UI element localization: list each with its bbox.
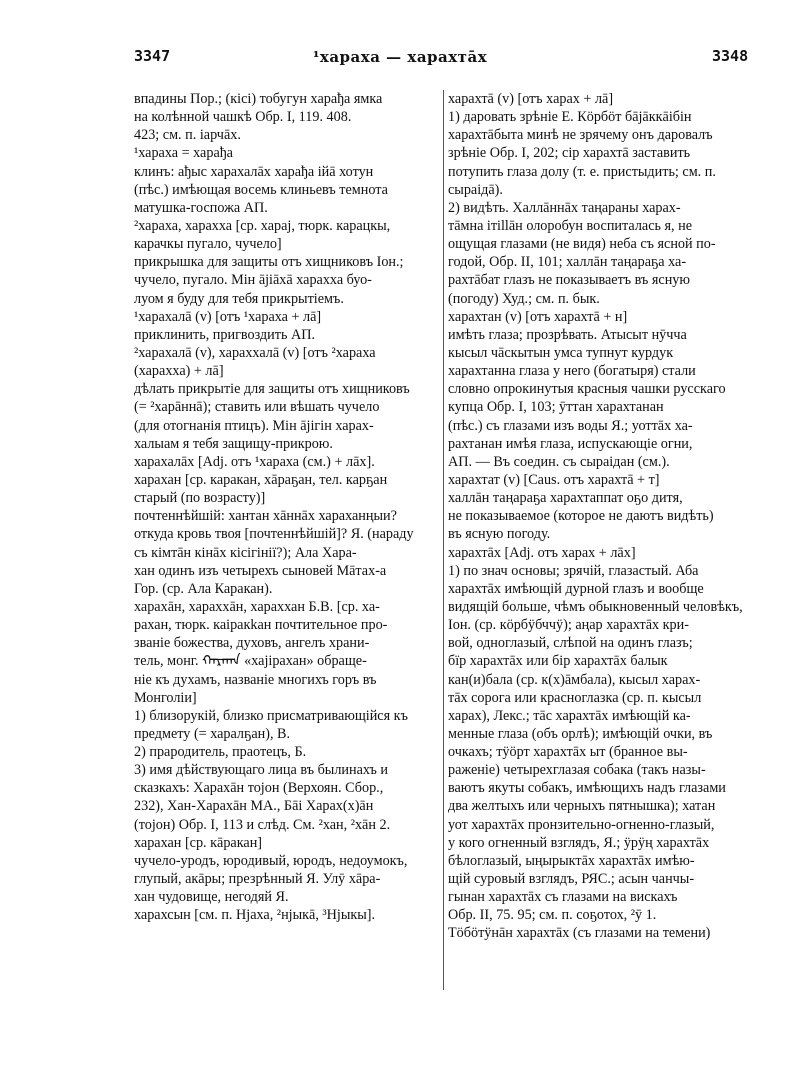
left-column-line: на колѣнной чашкѣ Обр. I, 119. 408. <box>134 109 352 126</box>
left-column-line: 423; см. п. іарчāх. <box>134 127 241 144</box>
left-column-line: предмету (= харалҕан), В. <box>134 725 291 742</box>
right-column-line: годой, Обр. II, 101; халлāн таңараҕа ха- <box>448 254 687 271</box>
left-column-line: почтеннѣйшій: хантан хāннāх хараханңыи? <box>134 508 397 525</box>
left-column-line: 3) имя дѣйствующаго лица въ былинахъ и <box>134 762 388 779</box>
left-column-line: сказкахъ: Харахāн тојон (Верхоян. Сбор., <box>134 780 384 797</box>
left-column-line: прикрышка для защиты отъ хищниковъ Іон.; <box>134 254 404 271</box>
left-column-line: глупый, акāры; презрѣнный Я. Улӯ хāра- <box>134 871 381 888</box>
left-column-line: (пѣс.) имѣющая восемь клиньевъ темнота <box>134 181 388 198</box>
right-column-line: уот харахтāх пронзительно-огненно-глазый, <box>448 816 715 833</box>
right-column-line: АП. — Въ соедин. съ сыраідан (см.). <box>448 453 670 470</box>
right-column-line: рахтāбат глазъ не показываетъ въ ясную <box>448 272 691 289</box>
left-column-line: харахан [ср. каракан, хāраҕан, тел. карҕан <box>134 471 388 488</box>
right-column-line: рахтанан имѣя глаза, испускающіе огни, <box>448 435 693 452</box>
left-column-line: харахāн, хараххāн, хараххан Б.В. [ср. ха- <box>134 598 380 615</box>
left-column-line: Гор. (ср. Ала Каракан). <box>134 580 273 597</box>
running-title: ¹хараха — харахтāх <box>312 48 488 66</box>
right-column-line: харахтанна глаза у него (богатыря) стали <box>448 363 696 380</box>
left-column-line: харахалāх [Adj. отъ ¹хараха (см.) + лāх]. <box>134 453 375 470</box>
left-column-line: старый (по возрасту)] <box>134 490 266 507</box>
left-column-line: чучело, пугало. Мін āјіāхā харахха буо- <box>134 272 372 289</box>
right-column-line: 1) по знач основы; зрячій, глазастый. Аба <box>448 562 699 579</box>
right-column-line: два желтыхъ или черныхъ пятнышка); хатан <box>448 798 716 815</box>
right-column-line: харахтат (v) [Caus. отъ харахтā + т] <box>448 471 660 488</box>
right-column-line: Тӧбӧтӱнāн харахтāх (съ глазами на темени) <box>448 925 711 942</box>
left-column-line: (харахха) + лā] <box>134 363 224 380</box>
left-column-line: приклинить, пригвоздить АП. <box>134 326 316 343</box>
left-column-line: тель, монг. ᠬᠠᠷᠠᠬᠠ «хајірахан» обраще- <box>134 653 367 670</box>
left-column-line: дѣлать прикрытіе для защиты отъ хищниковъ <box>134 381 410 398</box>
left-column-line: 232), Хан-Харахāн МА., Бāі Харах(х)āн <box>134 798 374 815</box>
left-column-line: луом я буду для тебя прикрытіемъ. <box>134 290 344 307</box>
right-column-line: бїр харахтāх или бір харахтāх балык <box>448 653 668 670</box>
right-column-line: въ ясную погоду. <box>448 526 551 543</box>
left-column <box>134 90 440 924</box>
page-number-right: 3348 <box>712 47 749 65</box>
right-column-line: кысыл чāскытын умса тупнут курдук <box>448 344 674 361</box>
right-column-line: тāх сорога или красноглазка (ср. п. кысыл <box>448 689 702 706</box>
right-column-line: Іон. (ср. кӧрбӱбччӱ); аңар харахтāх кри- <box>448 617 689 634</box>
right-column-line: харах), Лекс.; тāс харахтāх имѣющій ка- <box>448 707 691 724</box>
right-column-line: зрѣніе Обр. I, 202; сір харахтā заставить <box>448 145 691 162</box>
right-column-line: у кого огненный взглядъ, Я.; ӱрӱң харахтāх <box>448 834 710 851</box>
left-column-line: Монголіи] <box>134 689 197 706</box>
right-column-line: (погоду) Худ.; см. п. бык. <box>448 290 600 307</box>
left-column-line: 1) близорукій, близко присматривающійся къ <box>134 707 408 724</box>
left-column-line: 2) прародитель, праотецъ, Б. <box>134 744 307 761</box>
right-column-line: (пѣс.) съ глазами изъ воды Я.; уоттāх ха- <box>448 417 693 434</box>
right-column-line: ощущая глазами (не видя) неба съ ясной по- <box>448 236 716 253</box>
right-column-line: сыраідā). <box>448 181 503 198</box>
left-column-line: клинъ: ађыс харахалāх харађа ійā хотун <box>134 163 374 180</box>
right-column-line: очкахъ; тӱӧрт харахтāх ыт (бранное вы- <box>448 744 688 761</box>
right-column-line: имѣть глаза; прозрѣвать. Атыcыт нӯчча <box>448 326 687 343</box>
right-column-line: ваютъ якуты собакъ, имѣющихъ надъ глазами <box>448 780 726 797</box>
left-column-line: (тојон) Обр. I, 113 и слѣд. См. ²хан, ²хāн 2. <box>134 816 391 833</box>
left-column-line: (= ²харāннā); ставить или вѣшать чучело <box>134 399 380 416</box>
right-column-line: кан(и)бала (ср. к(х)āмбала), кысыл харах- <box>448 671 701 688</box>
right-column-line: гынан харахтāх съ глазами на вискахъ <box>448 889 678 906</box>
right-column-line: харахтāх [Adj. отъ харах + лāх] <box>448 544 636 561</box>
left-column-line: ніе къ духамъ, названіе многихъ горъ въ <box>134 671 377 688</box>
right-column-line: вой, одноглазый, слѣпой на одинъ глазъ; <box>448 635 693 652</box>
right-column-line: купца Обр. I, 103; ӯттан харахтанан <box>448 399 664 416</box>
right-column <box>448 90 758 943</box>
left-column-line: ²хараха, харахха [ср. харај, тюрк. карацкы, <box>134 217 391 234</box>
right-column-line: словно опрокинутыя красныя чашки русскаго <box>448 381 726 398</box>
right-column-line: халлāн таңараҕа харахтаппат оҕо дитя, <box>448 490 683 507</box>
left-column-line: ¹харахалā (v) [отъ ¹хараха + лā] <box>134 308 322 325</box>
right-column-line: бѣлоглазый, ыңырыктāх харахтāх имѣю- <box>448 852 695 869</box>
left-column-line: чучело-уродъ, юродивый, юродъ, недоумокъ, <box>134 852 408 869</box>
right-column-line: Обр. II, 75. 95; см. п. соҕотох, ²ӯ 1. <box>448 907 657 924</box>
page-header <box>0 47 800 77</box>
right-column-line: 1) даровать зрѣніе Е. Кӧрбӧт бāјāккāібін <box>448 109 692 126</box>
column-divider <box>443 90 444 990</box>
left-column-line: хан чудовище, негодяй Я. <box>134 889 289 906</box>
right-column-line: щій суровый взглядъ, РЯС.; асын чанчы- <box>448 871 695 888</box>
right-column-line: раженіе) четырехглазая собака (такъ назы- <box>448 762 706 779</box>
left-column-line: халыам я тебя защищу-прикрою. <box>134 435 333 452</box>
right-column-line: харахтā (v) [отъ харах + лā] <box>448 91 614 107</box>
left-column-line: рахан, тюрк. каіракkан почтительное про- <box>134 617 388 634</box>
right-column-line: харахтан (v) [отъ харахтā + н] <box>448 308 628 325</box>
right-column-line: потупить глаза долу (т. е. пристыдить; см. п. <box>448 163 716 180</box>
left-column-line: матушка-госпожа АП. <box>134 199 268 216</box>
right-column-line: тāмна ітіllāн олоробун воспиталась я, не <box>448 217 693 234</box>
right-column-line: харахтāх имѣющій дурной глазъ и вообще <box>448 580 704 597</box>
right-column-line: менные глаза (объ орлѣ); имѣющій очки, въ <box>448 725 713 742</box>
left-column-line: харахан [ср. кāракан] <box>134 834 263 851</box>
left-column-line: впадины Пор.; (кісі) тобугун харађа ямка <box>134 91 383 107</box>
right-column-line: 2) видѣть. Халлāннāх таңараны харах- <box>448 199 681 216</box>
page-number-left: 3347 <box>134 47 171 65</box>
left-column-line: ²харахалā (v), хараххалā (v) [отъ ²хараха <box>134 344 376 361</box>
right-column-line: харахтāбыта минѣ не зрячему онъ даровалъ <box>448 127 713 144</box>
left-column-line: откуда кровь твоя [почтеннѣйшій]? Я. (нараду <box>134 526 414 543</box>
left-column-line: званіе божества, духовъ, ангелъ храни- <box>134 635 370 652</box>
left-column-line: хан одинъ изъ четырехъ сыновей Мāтах-а <box>134 562 387 579</box>
right-column-line: видящій больше, чѣмъ обыкновенный человѣкъ, <box>448 598 743 615</box>
left-column-line: ¹хараха = харађа <box>134 145 233 162</box>
left-column-line: (для отогнанія птицъ). Мін āјігін харах- <box>134 417 374 434</box>
left-column-line: съ кімтāн кінāх кісігінії?); Ала Хара- <box>134 544 357 561</box>
left-column-line: карачкы пугало, чучело] <box>134 236 282 253</box>
left-column-line: харахсын [см. п. Нјаха, ²нјыкā, ³Нјыкы]. <box>134 907 376 924</box>
right-column-line: не показываемое (которое не даютъ видѣть) <box>448 508 714 525</box>
